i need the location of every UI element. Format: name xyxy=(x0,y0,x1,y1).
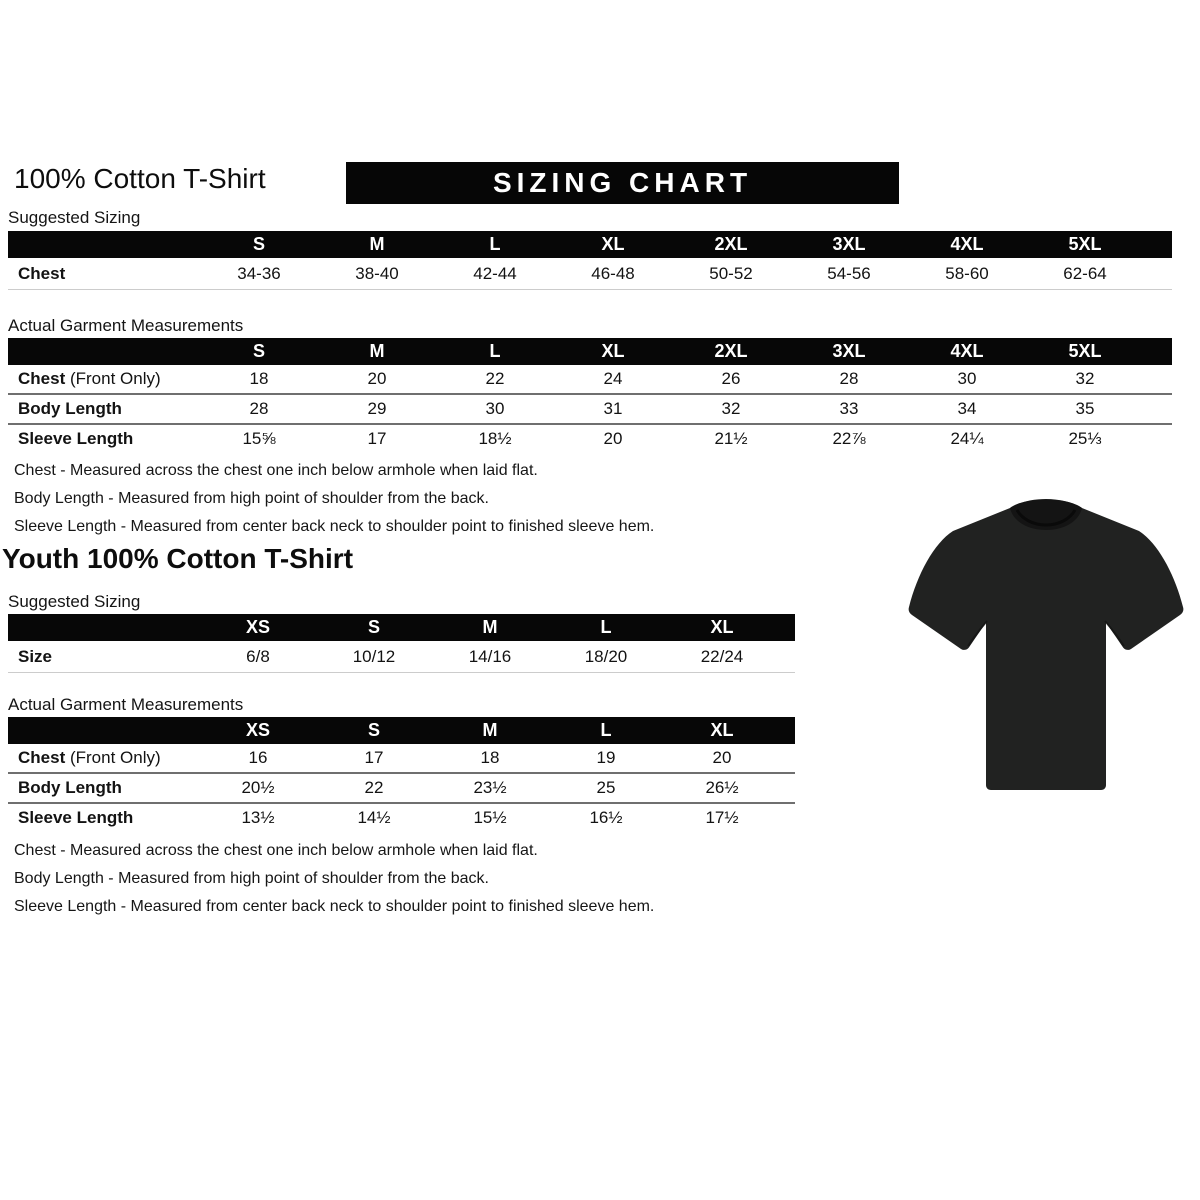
table-row xyxy=(8,802,795,832)
column-header-2xl: 2XL xyxy=(714,234,748,254)
adult-actual-measurements-label: Actual Garment Measurements xyxy=(8,316,244,335)
value-cell: 13½ xyxy=(241,808,275,827)
youth-actual-measurements-label: Actual Garment Measurements xyxy=(8,695,244,714)
value-cell: 16½ xyxy=(589,808,623,827)
row-label: Body Length xyxy=(18,399,122,418)
value-cell: 18 xyxy=(249,369,269,388)
value-cell: 20 xyxy=(712,748,732,767)
column-header-5xl: 5XL xyxy=(1068,341,1102,361)
table-row xyxy=(8,258,1172,290)
table-row xyxy=(8,641,795,673)
value-cell: 25 xyxy=(596,778,616,797)
value-cell: 23½ xyxy=(473,778,507,797)
row-label: Size xyxy=(18,646,53,666)
table-row xyxy=(8,772,795,802)
value-cell: 22 xyxy=(485,369,505,388)
black-tshirt-image xyxy=(896,482,1196,807)
row-label: Sleeve Length xyxy=(18,429,134,448)
note-body-length: Body Length - Measured from high point of shoulder from the back. xyxy=(14,490,489,507)
table-header-row xyxy=(8,614,795,641)
value-cell: 26½ xyxy=(705,778,739,797)
table-row xyxy=(8,744,795,772)
tshirt-photo xyxy=(896,482,1196,807)
value-cell: 50-52 xyxy=(709,263,753,283)
value-cell: 62-64 xyxy=(1063,263,1107,283)
value-cell: 30 xyxy=(485,399,505,418)
column-header-s: S xyxy=(252,234,265,254)
value-cell: 26 xyxy=(721,369,741,388)
page-title: 100% Cotton T-Shirt xyxy=(14,163,266,194)
value-cell: 38-40 xyxy=(355,263,399,283)
value-cell: 33 xyxy=(839,399,859,418)
row-label: Chest (Front Only) xyxy=(18,369,161,388)
note-chest: Chest - Measured across the chest one inch below armhole when laid flat. xyxy=(14,462,538,479)
youth-actual-measurements-table xyxy=(8,717,795,832)
table-row xyxy=(8,393,1172,423)
value-cell: 32 xyxy=(721,399,741,418)
sizing-chart-banner: SIZING CHART xyxy=(346,162,899,204)
value-cell: 24¼ xyxy=(950,429,984,448)
value-cell: 25⅓ xyxy=(1068,429,1102,448)
value-cell: 30 xyxy=(957,369,977,388)
column-header-4xl: 4XL xyxy=(950,234,984,254)
value-cell: 18/20 xyxy=(584,646,628,666)
adult-measurement-notes xyxy=(14,462,654,546)
value-cell: 24 xyxy=(603,369,623,388)
value-cell: 35 xyxy=(1075,399,1095,418)
value-cell: 22/24 xyxy=(700,646,744,666)
row-label: Body Length xyxy=(18,778,122,797)
column-header-xs: XS xyxy=(245,617,270,637)
column-header-xl: XL xyxy=(601,234,625,254)
value-cell: 19 xyxy=(596,748,616,767)
note-sleeve-length: Sleeve Length - Measured from center back neck to shoulder point to finished sleeve hem. xyxy=(14,518,655,535)
table-row xyxy=(8,423,1172,453)
table-row xyxy=(8,365,1172,393)
column-header-s: S xyxy=(367,617,380,637)
column-header-xl: XL xyxy=(710,720,734,740)
value-cell: 16 xyxy=(248,748,268,767)
column-header-xs: XS xyxy=(245,720,270,740)
column-header-3xl: 3XL xyxy=(832,234,866,254)
table-header-row xyxy=(8,338,1172,365)
value-cell: 21½ xyxy=(714,429,748,448)
column-header-4xl: 4XL xyxy=(950,341,984,361)
value-cell: 28 xyxy=(249,399,269,418)
column-header-xl: XL xyxy=(601,341,625,361)
value-cell: 10/12 xyxy=(352,646,396,666)
value-cell: 15⅝ xyxy=(242,429,276,448)
value-cell: 15½ xyxy=(473,808,507,827)
adult-suggested-sizing-label: Suggested Sizing xyxy=(8,208,141,227)
youth-measurement-notes xyxy=(14,842,654,926)
value-cell: 20½ xyxy=(241,778,275,797)
adult-actual-measurements-table xyxy=(8,338,1172,453)
column-header-m: M xyxy=(369,341,385,361)
value-cell: 46-48 xyxy=(591,263,635,283)
column-header-s: S xyxy=(252,341,265,361)
column-header-l: L xyxy=(489,341,501,361)
column-header-m: M xyxy=(482,720,498,740)
value-cell: 22⅞ xyxy=(832,429,866,448)
note-body-length: Body Length - Measured from high point of shoulder from the back. xyxy=(14,870,489,887)
column-header-2xl: 2XL xyxy=(714,341,748,361)
value-cell: 20 xyxy=(603,429,623,448)
value-cell: 18½ xyxy=(478,429,512,448)
value-cell: 34 xyxy=(957,399,977,418)
column-header-m: M xyxy=(482,617,498,637)
column-header-l: L xyxy=(600,617,612,637)
value-cell: 18 xyxy=(480,748,500,767)
value-cell: 29 xyxy=(367,399,387,418)
youth-section-title: Youth 100% Cotton T-Shirt xyxy=(2,543,354,574)
row-label: Chest xyxy=(18,263,66,283)
value-cell: 31 xyxy=(603,399,623,418)
note-chest: Chest - Measured across the chest one inch below armhole when laid flat. xyxy=(14,842,538,859)
value-cell: 14½ xyxy=(357,808,391,827)
youth-suggested-sizing-label: Suggested Sizing xyxy=(8,592,141,611)
adult-suggested-sizing-table xyxy=(8,231,1172,290)
value-cell: 20 xyxy=(367,369,387,388)
column-header-l: L xyxy=(600,720,612,740)
tshirt-body xyxy=(909,499,1184,790)
value-cell: 22 xyxy=(364,778,384,797)
column-header-xl: XL xyxy=(710,617,734,637)
note-sleeve-length: Sleeve Length - Measured from center back neck to shoulder point to finished sleeve hem. xyxy=(14,898,655,915)
column-header-l: L xyxy=(489,234,501,254)
row-label: Sleeve Length xyxy=(18,808,134,827)
column-header-m: M xyxy=(369,234,385,254)
value-cell: 32 xyxy=(1075,369,1095,388)
row-label: Chest (Front Only) xyxy=(18,748,161,767)
table-header-row xyxy=(8,231,1172,258)
value-cell: 28 xyxy=(839,369,859,388)
table-header-row xyxy=(8,717,795,744)
value-cell: 54-56 xyxy=(827,263,871,283)
value-cell: 58-60 xyxy=(945,263,989,283)
youth-suggested-sizing-table xyxy=(8,614,795,673)
column-header-5xl: 5XL xyxy=(1068,234,1102,254)
value-cell: 6/8 xyxy=(246,646,270,666)
value-cell: 17 xyxy=(367,429,387,448)
value-cell: 34-36 xyxy=(237,263,281,283)
column-header-s: S xyxy=(367,720,380,740)
column-header-3xl: 3XL xyxy=(832,341,866,361)
value-cell: 42-44 xyxy=(473,263,517,283)
value-cell: 17 xyxy=(364,748,384,767)
value-cell: 14/16 xyxy=(468,646,512,666)
value-cell: 17½ xyxy=(705,808,739,827)
